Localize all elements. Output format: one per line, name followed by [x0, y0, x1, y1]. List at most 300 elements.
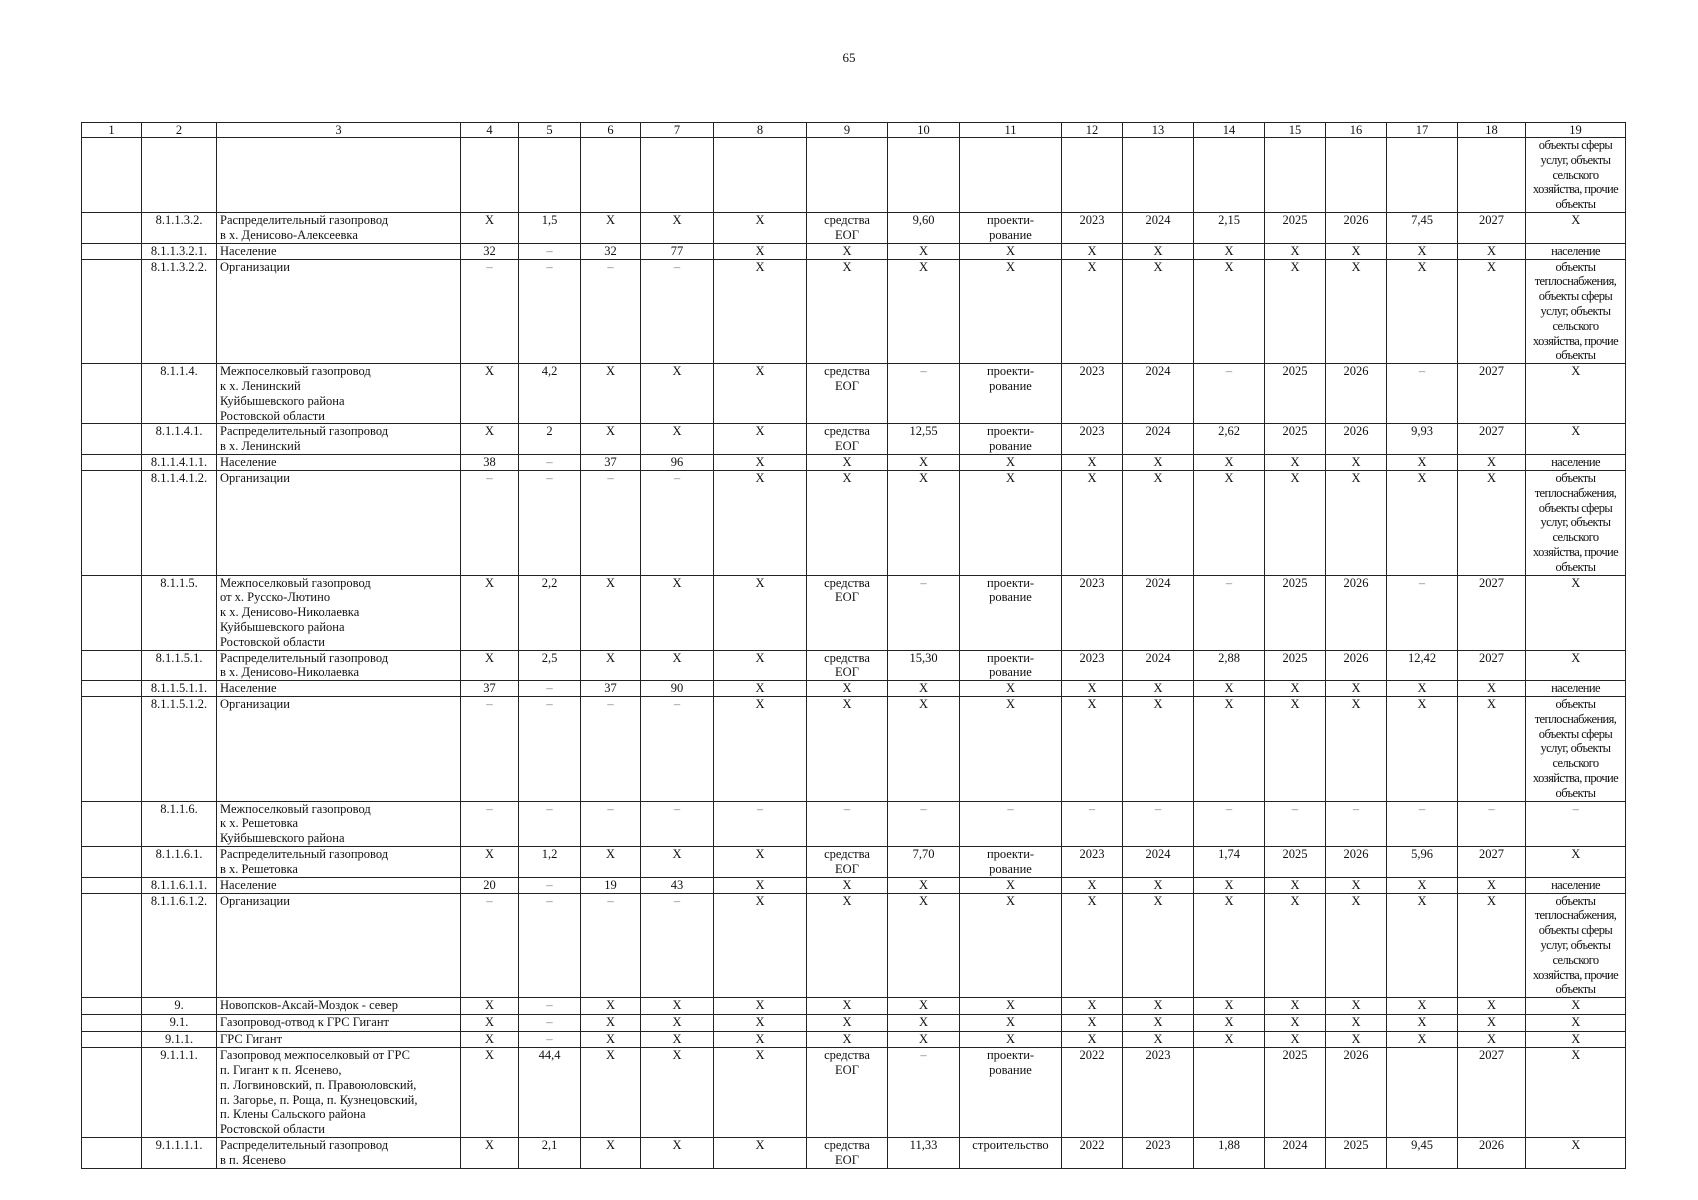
table-cell: X	[1526, 1138, 1626, 1169]
table-cell: 2026	[1326, 650, 1387, 681]
table-cell: X	[714, 470, 807, 575]
table-cell: объекты сферы услуг, объекты сельского хозяйства, прочие объекты	[1526, 138, 1626, 213]
table-cell: X	[807, 697, 888, 802]
table-cell: X	[1265, 1015, 1326, 1032]
table-cell: X	[1526, 212, 1626, 243]
table-cell: X	[714, 998, 807, 1015]
table-cell: X	[714, 1032, 807, 1048]
table-cell: 9,60	[888, 212, 960, 243]
table-cell: 2025	[1265, 364, 1326, 424]
table-cell: X	[641, 847, 714, 878]
table-cell: X	[641, 1048, 714, 1138]
table-cell: X	[641, 1015, 714, 1032]
table-cell	[82, 138, 142, 213]
row-number-cell: 8.1.1.4.1.	[142, 424, 217, 455]
table-cell: X	[1062, 998, 1123, 1015]
table-cell: объекты теплоснабжения, объекты сферы услуг, объекты сельского хозяйства, прочие объекты	[1526, 893, 1626, 998]
table-cell: –	[581, 893, 641, 998]
table-cell: X	[461, 847, 519, 878]
table-row	[82, 697, 1626, 802]
table-cell: X	[807, 1032, 888, 1048]
table-cell: 2024	[1123, 847, 1194, 878]
table-cell: X	[1265, 877, 1326, 893]
table-cell	[807, 138, 888, 213]
table-cell: X	[1123, 243, 1194, 259]
table-cell: 7,45	[1387, 212, 1458, 243]
table-cell: X	[581, 847, 641, 878]
table-cell: X	[461, 1032, 519, 1048]
object-name-cell: Организации	[217, 259, 461, 364]
table-cell: X	[1062, 893, 1123, 998]
object-name-cell: Организации	[217, 893, 461, 998]
table-row	[82, 1048, 1626, 1138]
table-cell: X	[807, 259, 888, 364]
table-cell	[82, 1048, 142, 1138]
table-cell: X	[888, 877, 960, 893]
table-cell: средства ЕОГ	[807, 212, 888, 243]
table-cell: X	[807, 243, 888, 259]
table-cell	[82, 259, 142, 364]
table-cell: 2023	[1062, 847, 1123, 878]
table-cell: X	[1123, 877, 1194, 893]
table-cell: 2025	[1265, 1048, 1326, 1138]
column-number-17: 17	[1387, 123, 1458, 138]
table-cell: X	[1194, 697, 1265, 802]
table-cell: X	[1265, 259, 1326, 364]
table-cell: –	[1062, 801, 1123, 846]
column-number-12: 12	[1062, 123, 1123, 138]
table-cell: 9,45	[1387, 1138, 1458, 1169]
table-cell: –	[1194, 801, 1265, 846]
table-cell	[641, 138, 714, 213]
table-cell: X	[461, 212, 519, 243]
table-cell: 15,30	[888, 650, 960, 681]
table-cell: –	[1194, 575, 1265, 650]
column-number-16: 16	[1326, 123, 1387, 138]
table-cell: X	[461, 998, 519, 1015]
table-cell: X	[1526, 364, 1626, 424]
page-number: 65	[842, 50, 856, 65]
table-cell: X	[1387, 454, 1458, 470]
table-cell: 2027	[1458, 424, 1526, 455]
table-cell: население	[1526, 877, 1626, 893]
table-cell: X	[641, 364, 714, 424]
table-cell: X	[1458, 697, 1526, 802]
table-cell: X	[641, 1032, 714, 1048]
table-cell	[581, 138, 641, 213]
table-cell: X	[641, 1138, 714, 1169]
table-cell: X	[1062, 454, 1123, 470]
table-cell: –	[1458, 801, 1526, 846]
table-row	[82, 681, 1626, 697]
table-cell: –	[1265, 801, 1326, 846]
table-row	[82, 1138, 1626, 1169]
table-cell	[714, 138, 807, 213]
table-cell: X	[1194, 877, 1265, 893]
column-number-11: 11	[960, 123, 1062, 138]
column-number-14: 14	[1194, 123, 1265, 138]
table-cell: X	[714, 893, 807, 998]
table-cell: 2025	[1265, 424, 1326, 455]
table-cell: X	[807, 1015, 888, 1032]
table-cell: X	[1062, 681, 1123, 697]
table-cell: –	[519, 454, 581, 470]
table-cell: –	[519, 243, 581, 259]
table-cell: X	[1526, 1032, 1626, 1048]
table-cell	[1123, 138, 1194, 213]
table-cell: X	[581, 364, 641, 424]
table-cell: 2023	[1062, 364, 1123, 424]
table-cell: 32	[581, 243, 641, 259]
table-cell: 37	[581, 681, 641, 697]
table-cell: объекты теплоснабжения, объекты сферы услуг, объекты сельского хозяйства, прочие объекты	[1526, 697, 1626, 802]
table-cell	[1326, 138, 1387, 213]
row-number-cell: 8.1.1.6.	[142, 801, 217, 846]
table-row	[82, 1015, 1626, 1032]
column-number-13: 13	[1123, 123, 1194, 138]
table-cell: 43	[641, 877, 714, 893]
table-cell: X	[1123, 470, 1194, 575]
table-cell: X	[1062, 697, 1123, 802]
table-cell: X	[581, 1015, 641, 1032]
table-cell: 2026	[1326, 575, 1387, 650]
table-cell: 96	[641, 454, 714, 470]
table-cell: X	[1387, 1032, 1458, 1048]
object-name-cell: Распределительный газопровод в х. Решетовка	[217, 847, 461, 878]
table-row	[82, 847, 1626, 878]
table-cell: X	[888, 470, 960, 575]
table-cell: X	[1265, 454, 1326, 470]
table-cell: –	[641, 697, 714, 802]
object-name-cell: Население	[217, 681, 461, 697]
table-cell: X	[1326, 259, 1387, 364]
table-cell: X	[1194, 454, 1265, 470]
table-cell: –	[581, 801, 641, 846]
gas-pipeline-table	[81, 122, 1626, 1169]
table-cell: 38	[461, 454, 519, 470]
table-cell: X	[1265, 893, 1326, 998]
table-cell: X	[1326, 243, 1387, 259]
row-number-cell: 8.1.1.3.2.1.	[142, 243, 217, 259]
table-cell: 2025	[1326, 1138, 1387, 1169]
table-cell	[82, 893, 142, 998]
table-cell: X	[1387, 259, 1458, 364]
table-cell	[82, 364, 142, 424]
table-cell: X	[581, 998, 641, 1015]
object-name-cell: Межпоселковый газопровод от х. Русско-Лютино к х. Денисово-Николаевка Куйбышевского района Ростовской области	[217, 575, 461, 650]
column-number-8: 8	[714, 123, 807, 138]
table-cell: объекты теплоснабжения, объекты сферы услуг, объекты сельского хозяйства, прочие объекты	[1526, 470, 1626, 575]
table-cell: X	[1265, 681, 1326, 697]
table-cell: X	[641, 575, 714, 650]
table-cell: проекти- рование	[960, 212, 1062, 243]
table-cell: 5,96	[1387, 847, 1458, 878]
table-cell: X	[807, 998, 888, 1015]
table-cell: 1,74	[1194, 847, 1265, 878]
table-cell: X	[1326, 877, 1387, 893]
table-cell: 2025	[1265, 847, 1326, 878]
table-cell: X	[807, 454, 888, 470]
object-name-cell: Распределительный газопровод в х. Денисово-Алексеевка	[217, 212, 461, 243]
table-cell: средства ЕОГ	[807, 575, 888, 650]
table-cell: X	[960, 470, 1062, 575]
table-cell: население	[1526, 454, 1626, 470]
table-cell: –	[960, 801, 1062, 846]
table-cell: X	[1123, 998, 1194, 1015]
table-cell: –	[461, 470, 519, 575]
table-row	[82, 801, 1626, 846]
table-cell: –	[519, 1015, 581, 1032]
table-cell: 2027	[1458, 847, 1526, 878]
object-name-cell: Новопсков-Аксай-Моздок - север	[217, 998, 461, 1015]
table-row	[82, 575, 1626, 650]
table-cell: –	[519, 697, 581, 802]
table-cell: X	[1458, 454, 1526, 470]
table-cell: X	[1526, 1015, 1626, 1032]
table-cell: X	[1194, 1015, 1265, 1032]
table-cell: проекти- рование	[960, 650, 1062, 681]
table-cell: X	[1062, 470, 1123, 575]
table-cell: 2024	[1123, 212, 1194, 243]
table-cell: –	[461, 801, 519, 846]
table-cell: X	[1265, 243, 1326, 259]
table-cell: X	[1458, 681, 1526, 697]
table-cell	[1458, 138, 1526, 213]
table-row	[82, 138, 1626, 213]
table-cell: X	[714, 243, 807, 259]
table-cell: X	[807, 877, 888, 893]
table-cell: –	[888, 364, 960, 424]
table-cell: X	[461, 650, 519, 681]
table-row	[82, 212, 1626, 243]
column-number-10: 10	[888, 123, 960, 138]
table-cell: X	[1387, 470, 1458, 575]
table-cell: X	[1326, 470, 1387, 575]
table-row	[82, 1032, 1626, 1048]
table-cell: X	[1123, 454, 1194, 470]
table-cell: X	[714, 681, 807, 697]
table-cell: 2027	[1458, 212, 1526, 243]
table-cell: –	[1326, 801, 1387, 846]
table-cell: X	[1265, 998, 1326, 1015]
column-number-4: 4	[461, 123, 519, 138]
table-cell: –	[519, 681, 581, 697]
table-cell: X	[1062, 259, 1123, 364]
table-cell: X	[1458, 259, 1526, 364]
table-cell: 2,2	[519, 575, 581, 650]
object-name-cell	[217, 138, 461, 213]
table-cell: средства ЕОГ	[807, 650, 888, 681]
table-cell: X	[714, 697, 807, 802]
column-number-2: 2	[142, 123, 217, 138]
table-cell: X	[888, 259, 960, 364]
table-cell: X	[581, 424, 641, 455]
table-cell: X	[888, 681, 960, 697]
table-row	[82, 877, 1626, 893]
table-cell: 44,4	[519, 1048, 581, 1138]
table-cell: X	[1458, 470, 1526, 575]
table-cell: –	[581, 697, 641, 802]
table-cell: X	[714, 1048, 807, 1138]
table-cell	[519, 138, 581, 213]
table-cell: X	[1526, 1048, 1626, 1138]
table-row	[82, 243, 1626, 259]
table-cell: X	[1526, 650, 1626, 681]
table-cell: –	[888, 801, 960, 846]
table-cell: –	[1123, 801, 1194, 846]
table-cell: –	[888, 575, 960, 650]
table-cell: средства ЕОГ	[807, 424, 888, 455]
table-cell: X	[1194, 243, 1265, 259]
row-number-cell: 8.1.1.6.1.	[142, 847, 217, 878]
object-name-cell: Распределительный газопровод в п. Ясенево	[217, 1138, 461, 1169]
table-cell: X	[641, 424, 714, 455]
table-cell: X	[1387, 243, 1458, 259]
table-cell: X	[714, 212, 807, 243]
table-cell: X	[714, 424, 807, 455]
table-cell	[82, 470, 142, 575]
table-cell	[82, 454, 142, 470]
table-cell: X	[960, 998, 1062, 1015]
table-cell: X	[461, 364, 519, 424]
table-cell: –	[519, 1032, 581, 1048]
table-cell: проекти- рование	[960, 364, 1062, 424]
column-number-1: 1	[82, 123, 142, 138]
table-cell: 2027	[1458, 650, 1526, 681]
table-cell	[888, 138, 960, 213]
table-cell: 37	[581, 454, 641, 470]
table-cell: 11,33	[888, 1138, 960, 1169]
table-cell: X	[714, 1138, 807, 1169]
table-cell: 12,42	[1387, 650, 1458, 681]
column-number-18: 18	[1458, 123, 1526, 138]
table-cell: X	[1326, 1032, 1387, 1048]
table-cell: X	[641, 998, 714, 1015]
column-number-5: 5	[519, 123, 581, 138]
table-cell: 2023	[1062, 212, 1123, 243]
table-cell	[82, 877, 142, 893]
table-cell: 2027	[1458, 1048, 1526, 1138]
table-cell: X	[714, 1015, 807, 1032]
table-cell: –	[807, 801, 888, 846]
table-cell: X	[714, 575, 807, 650]
object-name-cell: Население	[217, 454, 461, 470]
object-name-cell: Население	[217, 877, 461, 893]
table-cell: 7,70	[888, 847, 960, 878]
object-name-cell: Распределительный газопровод в х. Ленинский	[217, 424, 461, 455]
table-cell: –	[581, 259, 641, 364]
table-cell: 20	[461, 877, 519, 893]
table-cell	[82, 1138, 142, 1169]
table-cell: X	[1062, 1032, 1123, 1048]
column-number-9: 9	[807, 123, 888, 138]
table-cell	[82, 243, 142, 259]
table-cell	[1387, 138, 1458, 213]
table-cell	[82, 801, 142, 846]
row-number-cell: 8.1.1.5.1.2.	[142, 697, 217, 802]
table-row	[82, 650, 1626, 681]
table-cell: –	[714, 801, 807, 846]
table-cell: X	[1123, 259, 1194, 364]
table-cell: –	[519, 259, 581, 364]
table-cell: X	[960, 1032, 1062, 1048]
table-cell: 2026	[1326, 212, 1387, 243]
table-cell: X	[1194, 893, 1265, 998]
table-cell: X	[888, 697, 960, 802]
table-cell: X	[1194, 681, 1265, 697]
table-cell: 2023	[1123, 1138, 1194, 1169]
table-cell: X	[1526, 575, 1626, 650]
table-cell: X	[714, 364, 807, 424]
table-cell: 2026	[1326, 1048, 1387, 1138]
table-cell: –	[1387, 364, 1458, 424]
table-cell: 2025	[1265, 575, 1326, 650]
table-cell: X	[1326, 1015, 1387, 1032]
table-cell: X	[1458, 998, 1526, 1015]
table-cell: X	[888, 243, 960, 259]
object-name-cell: ГРС Гигант	[217, 1032, 461, 1048]
table-row	[82, 893, 1626, 998]
table-cell: X	[1123, 893, 1194, 998]
row-number-cell: 8.1.1.6.1.1.	[142, 877, 217, 893]
row-number-cell: 8.1.1.3.2.2.	[142, 259, 217, 364]
table-cell: 1,88	[1194, 1138, 1265, 1169]
table-cell: 12,55	[888, 424, 960, 455]
table-cell	[82, 847, 142, 878]
table-cell: X	[581, 650, 641, 681]
table-cell: X	[1265, 470, 1326, 575]
object-name-cell: Организации	[217, 697, 461, 802]
table-cell	[1194, 138, 1265, 213]
table-cell: X	[960, 1015, 1062, 1032]
table-cell	[82, 650, 142, 681]
object-name-cell: Межпоселковый газопровод к х. Ленинский Куйбышевского района Ростовской области	[217, 364, 461, 424]
table-cell: –	[1387, 575, 1458, 650]
table-cell: X	[1062, 243, 1123, 259]
table-cell: –	[461, 259, 519, 364]
table-cell: 2025	[1265, 212, 1326, 243]
table-cell: X	[1458, 1015, 1526, 1032]
table-cell: X	[1123, 681, 1194, 697]
table-cell: 4,2	[519, 364, 581, 424]
table-cell: X	[1387, 1015, 1458, 1032]
table-cell: X	[960, 243, 1062, 259]
table-cell: X	[960, 877, 1062, 893]
table-cell: –	[519, 801, 581, 846]
table-cell: 2,88	[1194, 650, 1265, 681]
row-number-cell: 8.1.1.5.	[142, 575, 217, 650]
table-cell: –	[641, 893, 714, 998]
table-cell: 19	[581, 877, 641, 893]
table-cell: X	[807, 893, 888, 998]
table-cell: 37	[461, 681, 519, 697]
table-cell: 77	[641, 243, 714, 259]
table-cell: X	[1526, 424, 1626, 455]
object-name-cell: Распределительный газопровод в х. Денисово-Николаевка	[217, 650, 461, 681]
table-cell: 2022	[1062, 1048, 1123, 1138]
table-cell: X	[1458, 1032, 1526, 1048]
table-cell	[1387, 1048, 1458, 1138]
table-cell: –	[519, 877, 581, 893]
table-cell: –	[1526, 801, 1626, 846]
column-number-19: 19	[1526, 123, 1626, 138]
table-cell: 2023	[1062, 650, 1123, 681]
table-cell	[1062, 138, 1123, 213]
table-cell: X	[1526, 998, 1626, 1015]
table-cell: X	[1326, 998, 1387, 1015]
table-cell: X	[1194, 998, 1265, 1015]
table-cell: 2023	[1062, 575, 1123, 650]
